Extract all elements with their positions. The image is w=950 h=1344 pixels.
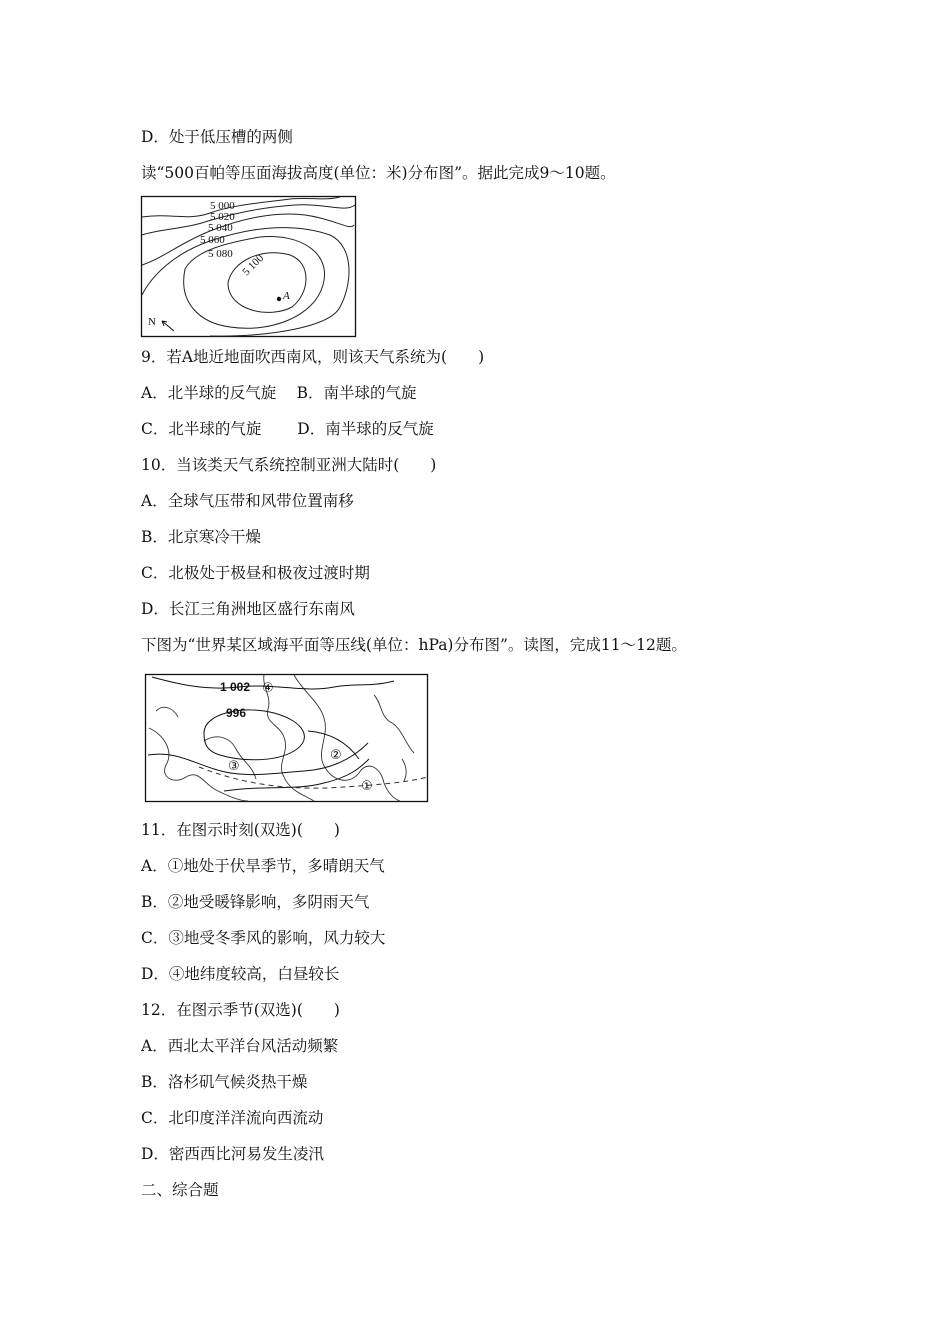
option-12-d: D．密西西比河易发生凌汛 [141, 1145, 324, 1163]
option-11-b: B．②地受暖锋影响，多阴雨天气 [141, 893, 370, 911]
contour-label-5080: 5 080 [208, 248, 233, 260]
question-11: 11．在图示时刻(双选)( ) [141, 821, 340, 839]
option-9-8-d: D．处于低压槽的两侧 [141, 128, 293, 146]
coastlines [149, 675, 414, 801]
isobar-outer [224, 759, 369, 791]
marker-2: ② [330, 748, 342, 763]
option-12-c: C．北印度洋洋流向西流动 [141, 1109, 324, 1127]
isobar-map [144, 673, 429, 803]
question-9: 9．若A地近地面吹西南风，则该天气系统为( ) [141, 348, 485, 366]
option-11-a: A．①地处于伏旱季节，多晴朗天气 [141, 857, 385, 875]
question-10: 10．当该类天气系统控制亚洲大陆时( ) [141, 456, 437, 474]
section-heading: 二、综合题 [141, 1181, 219, 1199]
option-10-c: C．北极处于极昼和极夜过渡时期 [141, 564, 370, 582]
question-12: 12．在图示季节(双选)( ) [141, 1001, 340, 1019]
option-11-c: C．③地受冬季风的影响，风力较大 [141, 929, 386, 947]
figure1-intro: 读“500百帕等压面海拔高度(单位：米)分布图”。据此完成9～10题。 [141, 164, 616, 182]
contour-5000 [142, 197, 340, 217]
map-frame [146, 675, 428, 802]
option-9-cd: C．北半球的气旋 D．南半球的反气旋 [141, 420, 434, 438]
contour-label-5040: 5 040 [208, 222, 233, 234]
isobar-label-996: 996 [226, 706, 247, 720]
option-12-b: B．洛杉矶气候炎热干燥 [141, 1073, 308, 1091]
contour-label-5060: 5 060 [200, 234, 225, 246]
option-10-d: D．长江三角洲地区盛行东南风 [141, 600, 355, 618]
contour-map [140, 195, 358, 339]
marker-1: ① [361, 779, 373, 794]
contour-label-5020: 5 020 [210, 211, 235, 223]
contour-5060 [142, 228, 349, 336]
isobar-map-figure [144, 673, 429, 803]
contour-label-5000: 5 000 [210, 200, 235, 212]
point-a-label: A [283, 290, 290, 302]
figure2-intro: 下图为“世界某区域海平面等压线(单位：hPa)分布图”。读图，完成11～12题。 [141, 636, 687, 654]
contour-5100 [228, 253, 306, 313]
north-label: N [148, 316, 156, 328]
point-a-marker [277, 297, 281, 301]
contour-labels [200, 200, 267, 278]
isobar-label-1002: 1 002 [220, 680, 251, 694]
contour-5080 [184, 236, 325, 328]
isobar-996 [204, 710, 304, 760]
north-arrow-icon [162, 321, 174, 331]
option-11-d: D．④地纬度较高，白昼较长 [141, 965, 340, 983]
option-10-b: B．北京寒冷干燥 [141, 528, 261, 546]
marker-3: ③ [228, 759, 240, 774]
option-12-a: A．西北太平洋台风活动频繁 [141, 1037, 339, 1055]
option-9-ab: A．北半球的反气旋 B．南半球的气旋 [141, 384, 417, 402]
contour-map-figure [140, 195, 358, 339]
marker-4: ④ [262, 681, 274, 696]
contour-label-5100: 5 100 [240, 252, 267, 279]
option-10-a: A．全球气压带和风带位置南移 [141, 492, 354, 510]
